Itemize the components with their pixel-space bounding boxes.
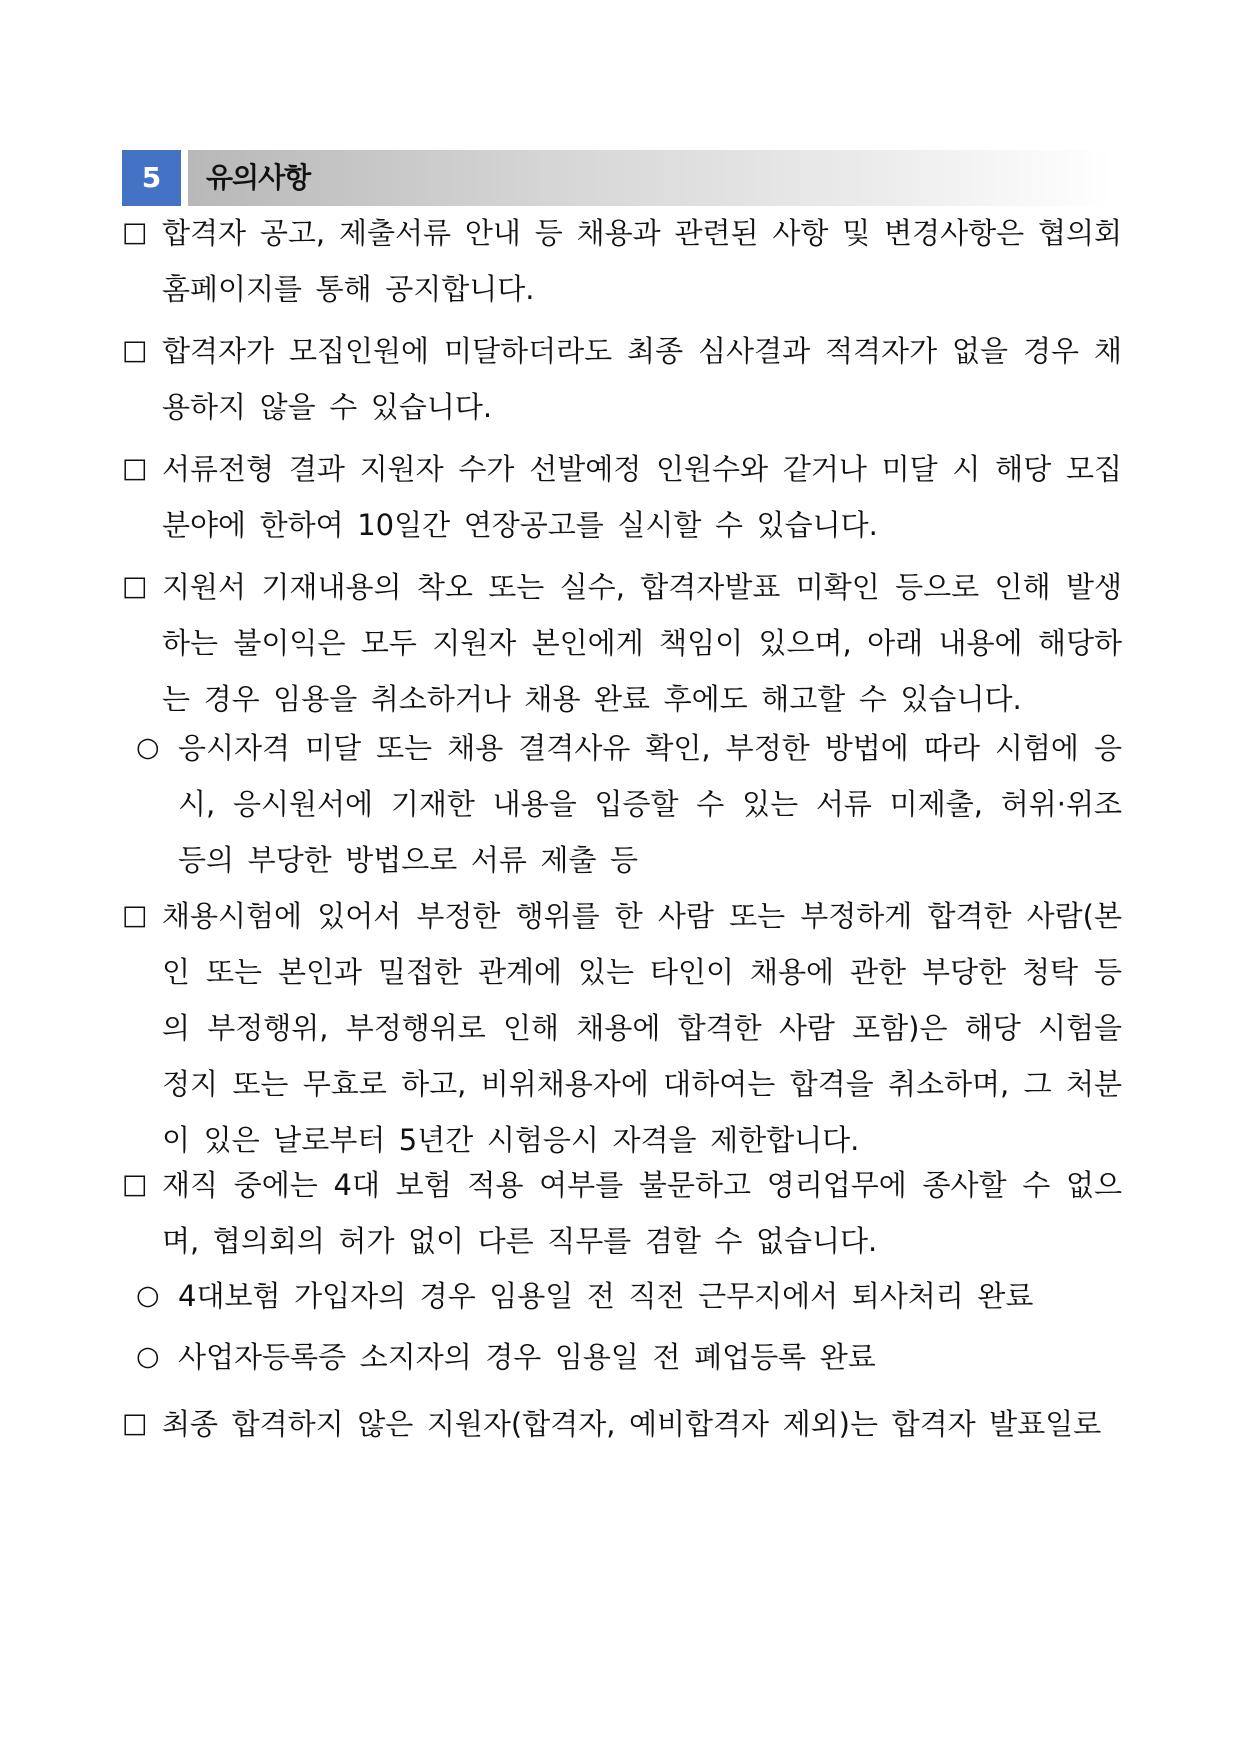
notice-subitem	[136, 1268, 1122, 1324]
section-header	[122, 150, 1112, 206]
square-bullet-icon: □	[122, 453, 148, 484]
notice-item	[122, 559, 1122, 727]
circle-bullet-icon: ○	[136, 732, 160, 763]
notice-text: 채용시험에 있어서 부정한 행위를 한 사람 또는 부정하게 합격한 사람(본인 또는 본인과 밀접한 관계에 있는 타인이 채용에 관한 부당한 청탁 등의 부정행위, 부정행위로 인해 채용에 합격한 사람 포함)은 해당 시험을 정지 또는 무효로 하고, 비위채용자에 대하여는 합격을 취소하며, 그 처분이 있은 날로부터 5년간 시험응시 자격을 제한합니다.	[162, 899, 1122, 1157]
square-bullet-icon: □	[122, 900, 148, 931]
square-bullet-icon: □	[122, 217, 148, 248]
notice-text: 최종 합격하지 않은 지원자(합격자, 예비합격자 제외)는 합격자 발표일로	[162, 1407, 1102, 1441]
circle-bullet-icon: ○	[136, 1280, 160, 1311]
section-title-bar	[188, 150, 1112, 206]
notice-item	[122, 1157, 1122, 1269]
notice-item	[122, 888, 1122, 1168]
notice-text: 합격자 공고, 제출서류 안내 등 채용과 관련된 사항 및 변경사항은 협의회 홈페이지를 통해 공지합니다.	[162, 216, 1122, 306]
notice-item	[122, 441, 1122, 553]
square-bullet-icon: □	[122, 1169, 148, 1200]
notice-item	[122, 1396, 1122, 1452]
notice-text: 재직 중에는 4대 보험 적용 여부를 불문하고 영리업무에 종사할 수 없으며, 협의회의 허가 없이 다른 직무를 겸할 수 없습니다.	[162, 1168, 1122, 1258]
notice-subitem	[136, 720, 1122, 888]
notice-text: 합격자가 모집인원에 미달하더라도 최종 심사결과 적격자가 없을 경우 채용하지 않을 수 있습니다.	[162, 334, 1122, 424]
section-number-badge: 5	[122, 150, 181, 206]
notice-subtext: 응시자격 미달 또는 채용 결격사유 확인, 부정한 방법에 따라 시험에 응시, 응시원서에 기재한 내용을 입증할 수 있는 서류 미제출, 허위·위조 등의 부당한 방법으로 서류 제출 등	[178, 731, 1122, 877]
notice-subtext: 4대보험 가입자의 경우 임용일 전 직전 근무지에서 퇴사처리 완료	[178, 1279, 1034, 1313]
section-title: 유의사항	[206, 161, 311, 194]
square-bullet-icon: □	[122, 1408, 148, 1439]
square-bullet-icon: □	[122, 335, 148, 366]
square-bullet-icon: □	[122, 571, 148, 602]
notice-subitem	[136, 1329, 1122, 1385]
notice-subtext: 사업자등록증 소지자의 경우 임용일 전 폐업등록 완료	[178, 1340, 876, 1374]
notice-item	[122, 205, 1122, 317]
notice-text: 지원서 기재내용의 착오 또는 실수, 합격자발표 미확인 등으로 인해 발생하는 불이익은 모두 지원자 본인에게 책임이 있으며, 아래 내용에 해당하는 경우 임용을 취소하거나 채용 완료 후에도 해고할 수 있습니다.	[162, 570, 1122, 716]
notice-text: 서류전형 결과 지원자 수가 선발예정 인원수와 같거나 미달 시 해당 모집분야에 한하여 10일간 연장공고를 실시할 수 있습니다.	[162, 452, 1122, 542]
notice-item	[122, 323, 1122, 435]
circle-bullet-icon: ○	[136, 1341, 160, 1372]
